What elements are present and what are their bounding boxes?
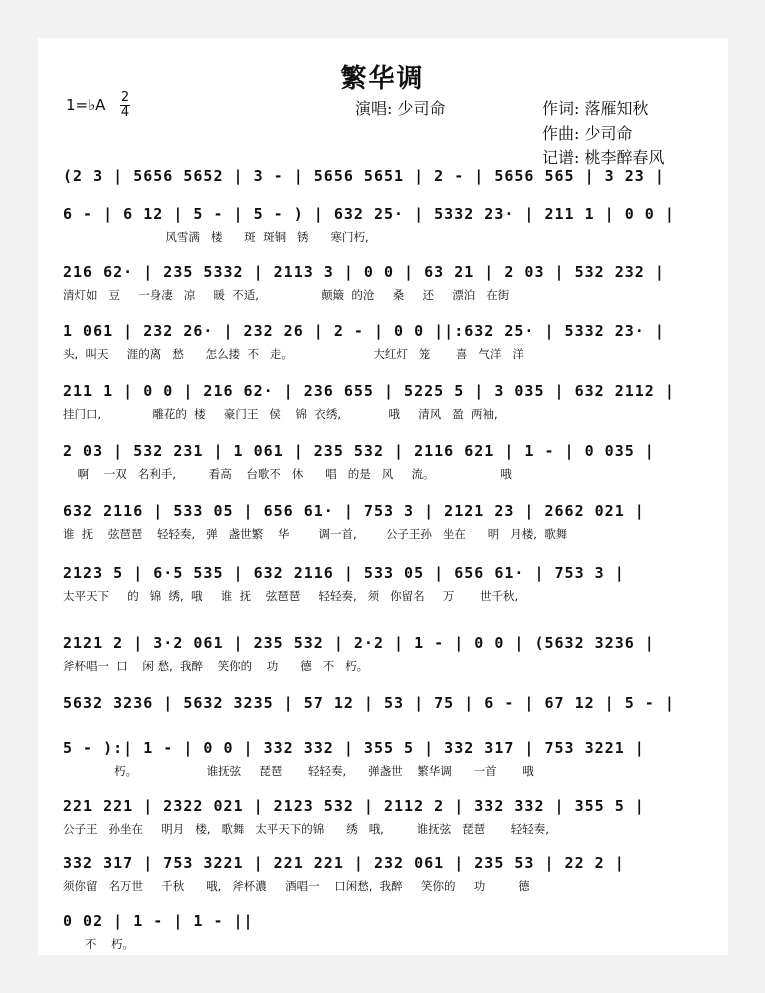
transcriber-credit: 记谱: 桃李醉春风 [542,148,665,167]
song-title: 繁华调 [340,64,425,94]
lyrics-line: 斧杯唱一 口 闲 愁, 我醉 笑你的 功 德 不 朽。 [63,659,369,673]
lyrics-line: 朽。 谁抚弦 琵琶 轻轻奏, 弹盏世 繁华调 一首 哦 [63,764,534,778]
lyrics-line: 太平天下 的 锦 绣, 哦 谁 抚 弦琶琶 轻轻奏, 须 你留名 万 世千秋, [63,589,519,603]
notation-line: 1 061 | 232 26· | 232 26 | 2 - | 0 0 ||:632 25· | 5332 23· | [63,322,665,340]
notation-line: 2123 5 | 6·5 535 | 632 2116 | 533 05 | 656 61· | 753 3 | [63,564,625,582]
notation-line: 221 221 | 2322 021 | 2123 532 | 2112 2 | 332 332 | 355 5 | [63,797,645,815]
lyricist-credit: 作词: 落雁知秋 [542,99,649,118]
lyrics-line: 清灯如 豆 一身凄 凉 暖 不适, 颠簸 的沧 桑 还 漂泊 在街 [63,288,510,302]
singer-credit: 演唱: 少司命 [355,99,446,118]
notation-line: 332 317 | 753 3221 | 221 221 | 232 061 | 235 53 | 22 2 | [63,854,625,872]
lyrics-line: 头, 叫天 涯的离 愁 怎么搂 不 走。 大红灯 笼 喜 气洋 洋 [63,347,524,361]
lyrics-line: 不 朽。 [63,937,135,951]
notation-line: 5632 3236 | 5632 3235 | 57 12 | 53 | 75 | 6 - | 67 12 | 5 - | [63,694,675,712]
lyrics-line: 谁 抚 弦琶琶 轻轻奏, 弹 盏世繁 华 调一首, 公子王孙 坐在 明 月楼, 歌舞 [63,527,568,541]
notation-line: 0 02 | 1 - | 1 - || [63,912,254,930]
notation-line: 2 03 | 532 231 | 1 061 | 235 532 | 2116 621 | 1 - | 0 035 | [63,442,655,460]
notation-line: 211 1 | 0 0 | 216 62· | 236 655 | 5225 5 | 3 035 | 632 2112 | [63,382,675,400]
lyrics-line: 风雪满 楼 斑 斑铜 锈 寒门朽, [63,230,369,244]
notation-line: (2 3 | 5656 5652 | 3 - | 5656 5651 | 2 - | 5656 565 | 3 23 | [63,167,665,185]
notation-line: 2121 2 | 3·2 061 | 235 532 | 2·2 | 1 - | 0 0 | (5632 3236 | [63,634,655,652]
lyrics-line: 啊 一双 名利手, 看高 台歌不 休 唱 的是 风 流。 哦 [63,467,512,481]
notation-line: 216 62· | 235 5332 | 2113 3 | 0 0 | 63 21 | 2 03 | 532 232 | [63,263,665,281]
lyrics-line: 挂门口, 雕花的 楼 豪门王 侯 锦 衣绣, 哦 清风 盈 两袖, [63,407,498,421]
composer-credit: 作曲: 少司命 [542,124,633,143]
notation-line: 5 - ):| 1 - | 0 0 | 332 332 | 355 5 | 332 317 | 753 3221 | [63,739,645,757]
lyrics-line: 公子王 孙坐在 明月 楼, 歌舞 太平天下的锦 绣 哦, 谁抚弦 琵琶 轻轻奏, [63,822,549,836]
time-signature: 2 4 [120,90,130,120]
key-signature: 1=♭A [66,96,106,114]
lyrics-line: 须你留 名万世 千秋 哦, 斧杯濃 酒唱一 口闲愁, 我醉 笑你的 功 德 [63,879,530,893]
notation-line: 6 - | 6 12 | 5 - | 5 - ) | 632 25· | 5332 23· | 211 1 | 0 0 | [63,205,675,223]
notation-line: 632 2116 | 533 05 | 656 61· | 753 3 | 2121 23 | 2662 021 | [63,502,645,520]
